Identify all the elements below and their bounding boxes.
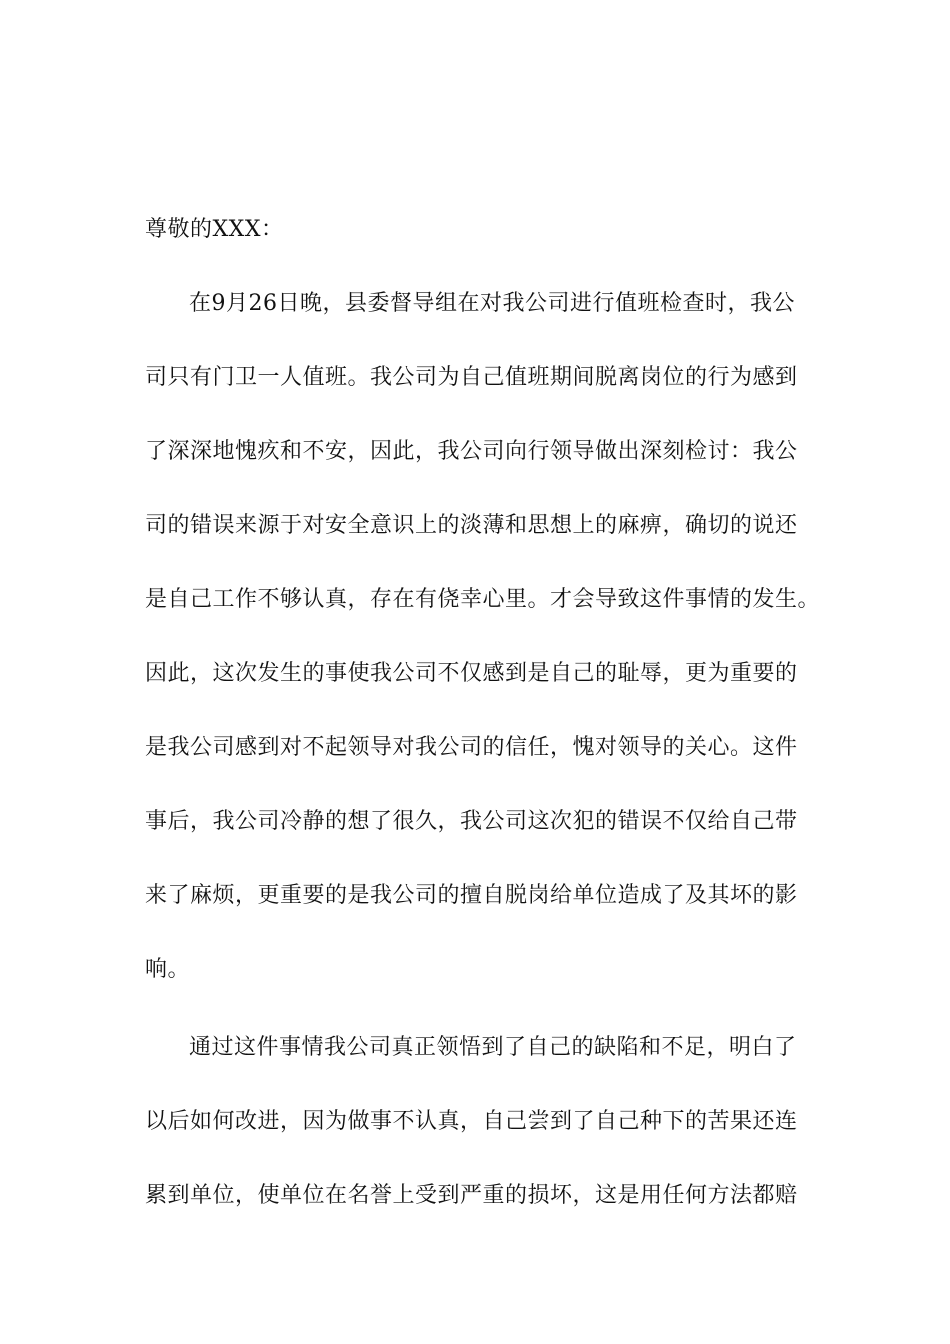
paragraph-2-line-2: 以后如何改进，因为做事不认真，自己尝到了自己种下的苦果还连 bbox=[145, 1109, 798, 1134]
paragraph-2-line-1: 通过这件事情我公司真正领悟到了自己的缺陷和不足，明白了 bbox=[189, 1035, 797, 1060]
paragraph-1-line-8: 事后，我公司冷静的想了很久，我公司这次犯的错误不仅给自己带 bbox=[145, 809, 798, 834]
paragraph-1-line-9: 来了麻烦，更重要的是我公司的擅自脱岗给单位造成了及其坏的影 bbox=[145, 883, 798, 908]
paragraph-1-line-4: 司的错误来源于对安全意识上的淡薄和思想上的麻痹，确切的说还 bbox=[145, 513, 798, 538]
paragraph-1-line-3: 了深深地愧疚和不安，因此，我公司向行领导做出深刻检讨：我公 bbox=[145, 439, 798, 464]
paragraph-1-line-5: 是自己工作不够认真，存在有侥幸心里。才会导致这件事情的发生。 bbox=[145, 587, 821, 612]
salutation: 尊敬的XXX： bbox=[145, 217, 284, 242]
paragraph-1-line-6: 因此，这次发生的事使我公司不仅感到是自己的耻辱，更为重要的 bbox=[145, 661, 798, 686]
paragraph-1-line-7: 是我公司感到对不起领导对我公司的信任，愧对领导的关心。这件 bbox=[145, 735, 798, 760]
paragraph-1-line-1: 在9月26日晚，县委督导组在对我公司进行值班检查时，我公 bbox=[189, 291, 795, 316]
paragraph-1-line-2: 司只有门卫一人值班。我公司为自己值班期间脱离岗位的行为感到 bbox=[145, 365, 798, 390]
paragraph-1-line-10: 响。 bbox=[145, 957, 191, 982]
paragraph-2-line-3: 累到单位，使单位在名誉上受到严重的损坏，这是用任何方法都赔 bbox=[145, 1183, 798, 1208]
